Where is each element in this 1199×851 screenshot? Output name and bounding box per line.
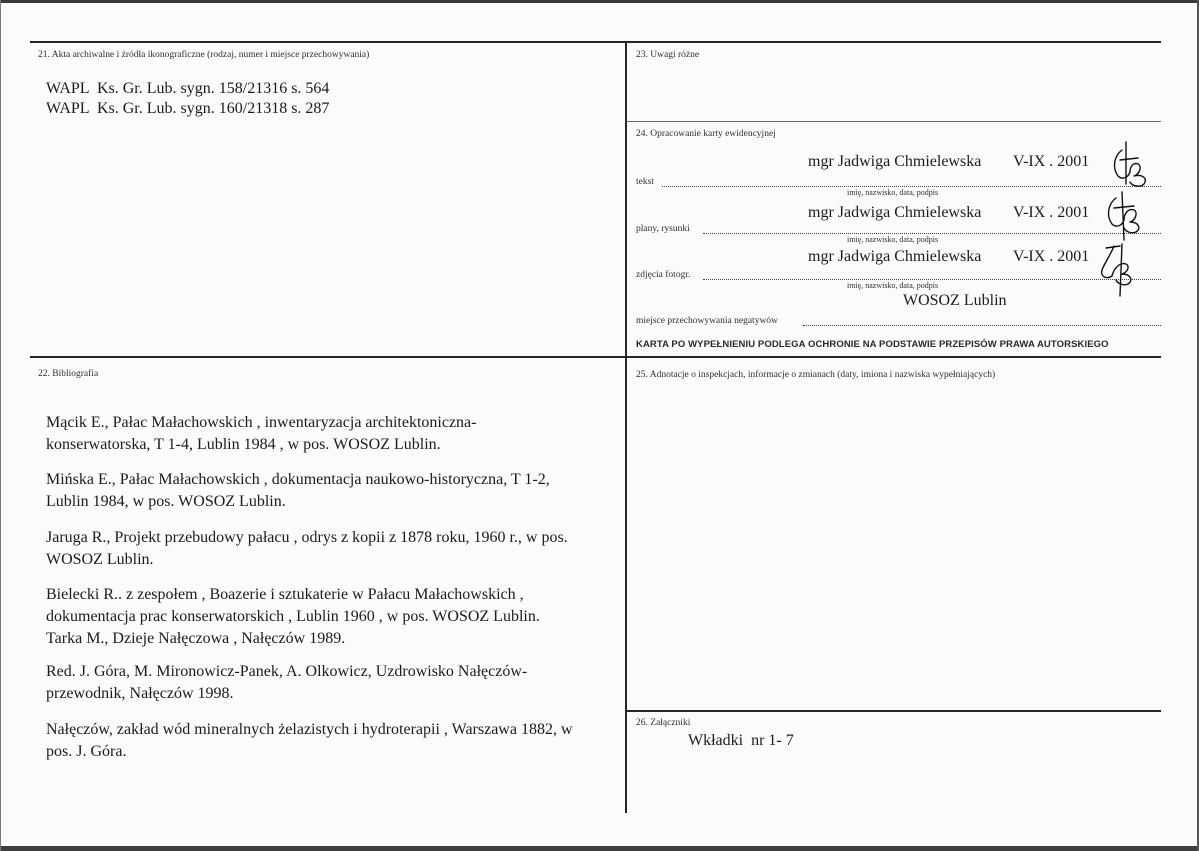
bibliography-line: Red. J. Góra, M. Mironowicz-Panek, A. Olkowicz, Uzdrowisko Nałęczów-	[46, 663, 528, 680]
author-date: V-IX . 2001	[1013, 204, 1090, 221]
handwritten-signature	[1102, 186, 1152, 246]
archival-record-line: WAPL Ks. Gr. Lub. sygn. 158/21316 s. 564	[46, 80, 330, 97]
author-name: mgr Jadwiga Chmielewska	[808, 153, 982, 170]
center-divider	[625, 41, 627, 813]
author-date: V-IX . 2001	[1013, 248, 1090, 265]
author-name: mgr Jadwiga Chmielewska	[808, 204, 982, 221]
bibliography-line: Mącik E., Pałac Małachowskich , inwentaryzacja architektoniczna-	[46, 414, 477, 431]
section-22-header: 22. Bibliografia	[38, 369, 99, 379]
attachments-value: Wkładki nr 1- 7	[688, 732, 794, 749]
section-26-header: 26. Załączniki	[636, 718, 691, 728]
handwritten-signature	[1094, 240, 1144, 300]
section-24-header: 24. Opracowanie karty ewidencyjnej	[636, 129, 776, 139]
bibliography-line: Nałęczów, zakład wód mineralnych żelazistych i hydroterapii , Warszawa 1882, w	[46, 721, 573, 738]
author-name: mgr Jadwiga Chmielewska	[808, 248, 982, 265]
scan-edge-top	[0, 0, 1199, 3]
bibliography-line: WOSOZ Lublin.	[46, 551, 154, 568]
bibliography-entry	[46, 585, 540, 648]
bibliography-line: Bielecki R.. z zespołem , Boazerie i sztukaterie w Pałacu Małachowskich ,	[46, 586, 524, 603]
rule-25-26	[626, 710, 1161, 712]
bibliography-entry	[46, 413, 476, 454]
bibliography-line: Mińska E., Pałac Małachowskich , dokumentacja naukowo-historyczna, T 1-2,	[46, 471, 550, 488]
bibliography-line: Lublin 1984, w pos. WOSOZ Lublin.	[46, 493, 286, 510]
section-21-header: 21. Akta archiwalne i źródła ikonograficzne (rodzaj, numer i miejsce przechowywania)	[38, 50, 370, 60]
section-23-header: 23. Uwagi różne	[636, 50, 700, 60]
bibliography-entry	[46, 662, 527, 703]
bibliography-line: pos. J. Góra.	[46, 743, 127, 760]
bibliography-entry	[46, 528, 568, 569]
bibliography-line: przewodnik, Nałęczów 1998.	[46, 685, 234, 702]
archival-record-line: WAPL Ks. Gr. Lub. sygn. 160/21318 s. 287	[46, 100, 330, 117]
section-25-header: 25. Adnotacje o inspekcjach, informacje o zmianach (daty, imiona i nazwiska wypełniających)	[636, 370, 996, 380]
row-label-plans: plany, rysunki	[636, 224, 690, 234]
dotted-line	[662, 186, 1161, 187]
middle-rule	[30, 356, 1161, 358]
signature-caption: imię, nazwisko, data, podpis	[847, 188, 939, 197]
copyright-notice: KARTA PO WYPEŁNIENIU PODLEGA OCHRONIE NA PODSTAWIE PRZEPISÓW PRAWA AUTORSKIEGO	[636, 339, 1109, 350]
storage-value: WOSOZ Lublin	[903, 292, 1007, 309]
bibliography-line: konserwatorska, T 1-4, Lublin 1984 , w pos. WOSOZ Lublin.	[46, 436, 441, 453]
top-rule	[30, 41, 1161, 43]
author-date: V-IX . 2001	[1013, 153, 1090, 170]
dotted-line	[703, 233, 1161, 234]
row-label-text: tekst	[636, 177, 654, 187]
bibliography-line: Jaruga R., Projekt przebudowy pałacu , odrys z kopii z 1878 roku, 1960 r., w pos.	[46, 529, 568, 546]
dotted-line	[803, 325, 1161, 326]
bibliography-line: dokumentacja prac konserwatorskich , Lublin 1960 , w pos. WOSOZ Lublin.	[46, 608, 540, 625]
bibliography-entry	[46, 720, 573, 761]
scan-edge-bottom	[0, 846, 1199, 851]
storage-label: miejsce przechowywania negatywów	[636, 316, 778, 326]
dotted-line	[703, 279, 1161, 280]
row-label-photos: zdjęcia fotogr.	[636, 270, 691, 280]
signature-caption: imię, nazwisko, data, podpis	[847, 235, 939, 244]
bibliography-line: Tarka M., Dzieje Nałęczowa , Nałęczów 1989.	[46, 630, 346, 647]
rule-23-24	[626, 121, 1161, 122]
signature-caption: imię, nazwisko, data, podpis	[847, 281, 939, 290]
bibliography-entry	[46, 470, 550, 511]
scan-edge-left	[0, 0, 1, 851]
